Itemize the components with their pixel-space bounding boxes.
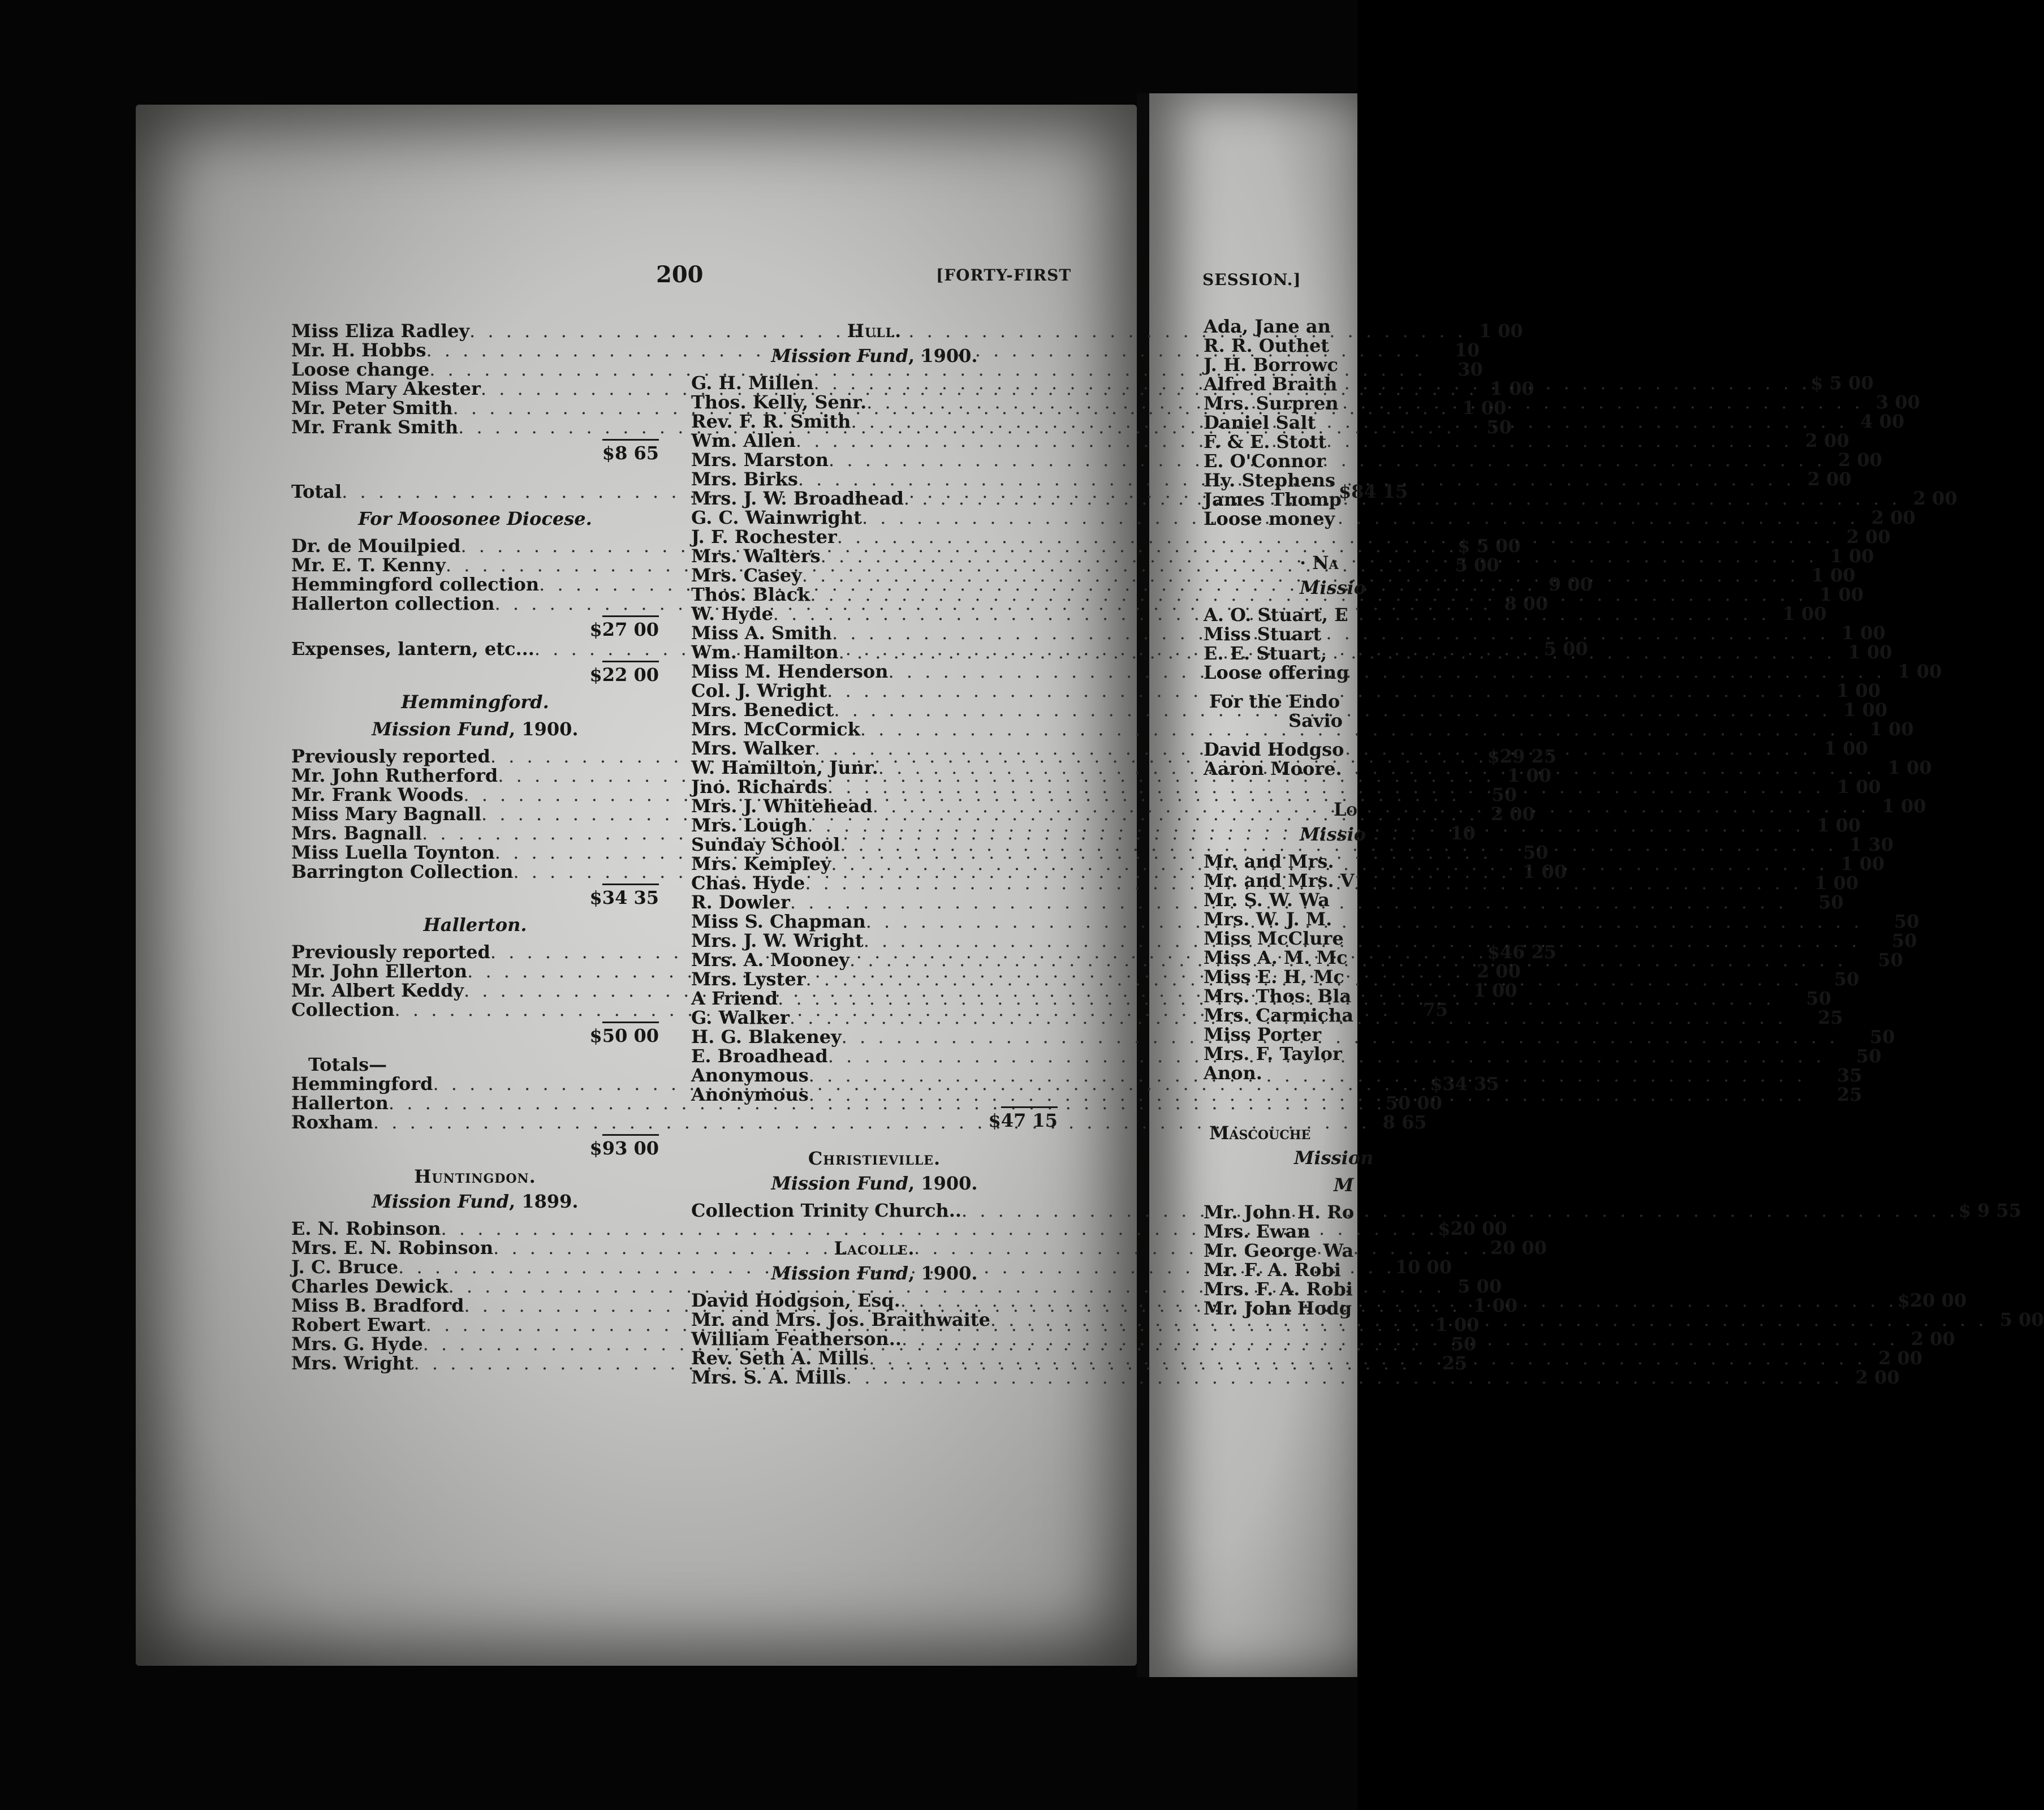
list-item: Mr. John Rutherford . . . 1 00: [291, 766, 659, 785]
list-item: Previously reported . . . $29 25: [291, 747, 659, 766]
list-item: Rev. Seth A. Mills . . . 2 00: [691, 1348, 1058, 1368]
fragment-line: Miss E. H. Mc: [1204, 966, 1344, 988]
fragment-fund: Mission: [1294, 1147, 1374, 1169]
list-item: Mrs. A. Mooney . . . 50: [691, 950, 1058, 969]
list-item: Mrs. Kempley . . . 1 00: [691, 854, 1058, 873]
list-item: Hallerton . . . 50 00: [291, 1093, 659, 1113]
list-item: Hemmingford collection . . . 9 00: [291, 575, 659, 594]
fragment-list: [1204, 605, 1362, 682]
list-item: J. C. Bruce . . . 10 00: [291, 1257, 659, 1277]
fragment-line: Mrs. Surpren: [1204, 393, 1339, 414]
list-item: Mrs. Lyster . . . 50: [691, 969, 1058, 989]
list-item: Hemmingford . . . $34 35: [291, 1074, 659, 1093]
fragment-list: [1204, 317, 1362, 528]
list-item: G. Walker . . . 25: [691, 1008, 1058, 1027]
list-item: Mrs. Benedict . . . 1 00: [691, 700, 1058, 719]
fragment-line: Ada, Jane an: [1204, 316, 1331, 337]
fragment-line: E. E. Stuart,: [1204, 643, 1327, 664]
section-title-christieville: Christieville.: [808, 1148, 941, 1169]
list-item: Mrs. Walker . . . 1 00: [691, 739, 1058, 758]
list-item: Mr. Peter Smith . . . 1 00: [291, 398, 659, 417]
list-item: Wm. Hamilton . . . 1 00: [691, 643, 1058, 662]
list-item: H. G. Blakeney . . . 50: [691, 1027, 1058, 1046]
fragment-line: Mrs. Carmicha: [1204, 1005, 1354, 1026]
list-item: Miss Mary Akester . . . 1 00: [291, 379, 659, 398]
fragment-line: A. O. Stuart, E: [1204, 604, 1348, 626]
fragment-line: Mrs. F. Taylor: [1204, 1043, 1342, 1065]
fragment-heading: Lo: [1334, 799, 1357, 820]
fund-heading: Mission Fund, 1900.: [771, 345, 978, 367]
fragment-line: Mr. John Hodg: [1204, 1298, 1352, 1319]
fragment-line: Mr. and Mrs.: [1204, 851, 1334, 872]
list-item: Miss S. Chapman . . . 50: [691, 912, 1058, 931]
list-item: Mr. and Mrs. Jos. Braithwaite . . . 5 00: [691, 1310, 1058, 1329]
list-item: Mrs. Wright . . . 25: [291, 1354, 659, 1373]
list-item: Jno. Richards . . . 1 00: [691, 777, 1058, 796]
list-item: Mrs. Lough . . . 1 00: [691, 816, 1058, 835]
list-item: Mrs. J. W. Wright . . . 50: [691, 931, 1058, 950]
running-head-left: [FORTY-FIRST: [936, 266, 1072, 285]
list-item: J. F. Rochester . . . 2 00: [691, 527, 1058, 546]
fragment-line: E. O'Connor: [1204, 450, 1326, 472]
subtotal: $50 00: [291, 1026, 659, 1045]
list-item: Collection Trinity Church.. . . . $ 9 55: [691, 1201, 1058, 1220]
fragment-line: Mrs. Thos. Bla: [1204, 985, 1352, 1007]
expense-row: Expenses, lantern, etc... . . . 5 00: [291, 639, 659, 658]
list-item: Miss Luella Toynton . . . 50: [291, 843, 659, 862]
list-item: Mrs. Marston . . . 2 00: [691, 450, 1058, 469]
fragment-line: Loose money: [1204, 508, 1335, 529]
fragment-fund: Missio: [1300, 577, 1366, 598]
fragment-line: Mr. George Wa: [1204, 1240, 1354, 1261]
fund-heading: Mission Fund, 1900.: [372, 718, 579, 740]
list-item: A Friend . . . 50: [691, 989, 1058, 1008]
list-item: Sunday School . . . 1 30: [691, 835, 1058, 854]
list-item: Miss Mary Bagnall . . . 2 00: [291, 804, 659, 824]
list-item: Chas. Hyde . . . 1 00: [691, 873, 1058, 893]
fragment-fund: M: [1334, 1174, 1354, 1196]
fragment-line: Savio: [1288, 710, 1343, 731]
list-item: Mrs. Bagnall . . . 10: [291, 824, 659, 843]
list-item: Loose change . . . 30: [291, 360, 659, 379]
list-item: Mrs. E. N. Robinson . . . 20 00: [291, 1238, 659, 1257]
fragment-line: Miss Porter: [1204, 1024, 1322, 1045]
section-heading-hemmingford: Hemmingford.: [401, 691, 549, 713]
list-item: Charles Dewick . . . 5 00: [291, 1277, 659, 1296]
list-item: William Featherson.. . . . 2 00: [691, 1329, 1058, 1348]
list-item: Anonymous . . . 25: [691, 1085, 1058, 1104]
running-head-right: SESSION.]: [1202, 270, 1301, 289]
fragment-line: J. H. Borrowc: [1204, 354, 1338, 376]
fragment-line: Mrs. Ewan: [1204, 1221, 1310, 1242]
fragment-line: Aaron Moore.: [1204, 758, 1342, 779]
right-page-fragment: [1204, 316, 1374, 1319]
list-item: E. N. Robinson . . . $20 00: [291, 1219, 659, 1238]
subtotal: $47 15: [691, 1111, 1058, 1130]
section-title-lacolle: Lacolle.: [834, 1238, 915, 1259]
list-item: Miss B. Bradford . . . 1 00: [291, 1296, 659, 1315]
list-item: Mrs. J. W. Broadhead . . . 2 00: [691, 489, 1058, 508]
list-item: E. Broadhead . . . 50: [691, 1046, 1058, 1066]
fragment-line: Miss A. M. Mc: [1204, 947, 1348, 968]
fragment-line: Daniel Salt: [1204, 412, 1316, 433]
section-title-hull: Hull.: [847, 320, 902, 342]
list-item: Miss A. Smith . . . 1 00: [691, 623, 1058, 643]
section-heading-hallerton: Hallerton.: [423, 914, 527, 936]
list-item: Mrs. J. Whitehead . . . 1 00: [691, 796, 1058, 816]
fragment-line: Mr. and Mrs. V: [1204, 870, 1355, 891]
list-item: Thos. Black . . . 1 00: [691, 585, 1058, 604]
fragment-line: Miss Stuart: [1204, 623, 1322, 645]
list-item: G. H. Millen . . . $ 5 00: [691, 373, 1058, 393]
fragment-line: Hy. Stephens: [1204, 469, 1335, 491]
list-item: David Hodgson, Esq. . . . $20 00: [691, 1291, 1058, 1310]
fragment-line: R. R. Outhet: [1204, 335, 1330, 356]
fragment-list: [1204, 852, 1362, 1083]
page-number: 200: [656, 261, 704, 288]
list-item: Mrs. Birks . . . 2 00: [691, 469, 1058, 489]
subtotal: $93 00: [291, 1139, 659, 1158]
list-item: Mrs. McCormick . . . 1 00: [691, 719, 1058, 739]
list-item: Mrs. G. Hyde . . . 50: [291, 1334, 659, 1354]
fragment-line: Mrs. W. J. M.: [1204, 908, 1333, 930]
list-item: Col. J. Wright . . . 1 00: [691, 681, 1058, 700]
list-item: W. Hamilton, Junr. . . . 1 00: [691, 758, 1058, 777]
fragment-list: [1204, 740, 1362, 778]
list-item: Mrs. Walters . . . 1 00: [691, 546, 1058, 566]
subtotal: $27 00: [291, 620, 659, 639]
fragment-list: [1204, 1203, 1362, 1318]
list-item: Hallerton collection . . . 8 00: [291, 594, 659, 613]
fragment-line: Anon.: [1204, 1062, 1262, 1084]
list-item: Miss M. Henderson . . . 1 00: [691, 662, 1058, 681]
fragment-fund: Missio: [1300, 824, 1366, 845]
fund-heading: Mission Fund, 1900.: [771, 1262, 978, 1284]
fund-heading: Mission Fund, 1900.: [771, 1173, 978, 1194]
fragment-line: Mr. S. W. Wa: [1204, 889, 1330, 911]
subtotal: $34 35: [291, 888, 659, 907]
fragment-line: Alfred Braith: [1204, 373, 1338, 395]
list-item: Mr. Frank Smith . . . 50: [291, 417, 659, 437]
list-item: Wm. Allen . . . 2 00: [691, 431, 1058, 450]
fragment-heading: Mascouche: [1209, 1122, 1311, 1144]
list-item: R. Dowler . . . 50: [691, 893, 1058, 912]
total-row: Total . . . $84 15: [291, 482, 659, 501]
fragment-line: Mrs. F. A. Robi: [1204, 1278, 1353, 1300]
fragment-line: For the Endo: [1209, 691, 1340, 712]
list-item: Rev. F. R. Smith . . . 4 00: [691, 412, 1058, 431]
fragment-line: Mr. F. A. Robi: [1204, 1259, 1341, 1281]
fragment-line: F. & E. Stott: [1204, 431, 1327, 453]
list-item: Mr. John Ellerton . . . 2 00: [291, 962, 659, 981]
list-item: Anonymous . . . 35: [691, 1066, 1058, 1085]
list-item: Dr. de Mouilpied . . . $ 5 00: [291, 536, 659, 555]
fragment-line: Loose offering: [1204, 662, 1349, 683]
list-item: Mr. E. T. Kenny . . . 5 00: [291, 555, 659, 575]
list-item: Mr. Albert Keddy . . . 1 00: [291, 981, 659, 1000]
section-title-huntingdon: Huntingdon.: [414, 1166, 536, 1187]
list-item: Robert Ewart . . . 1 00: [291, 1315, 659, 1334]
list-item: Miss Eliza Radley . . . 1 00: [291, 321, 659, 341]
fund-heading: Mission Fund, 1899.: [372, 1191, 579, 1212]
section-heading-moosonee: For Moosonee Diocese.: [358, 508, 592, 529]
list-item: Roxham . . . 8 65: [291, 1113, 659, 1132]
list-item: Previously reported . . . $46 25: [291, 942, 659, 962]
list-item: Mrs. Casey . . . 1 00: [691, 566, 1058, 585]
list-item: Barrington Collection . . . 1 00: [291, 862, 659, 881]
fragment-line: James Thomp: [1204, 489, 1342, 510]
totals-label: Totals—: [308, 1054, 387, 1075]
fragment-line: Miss McClure: [1204, 928, 1344, 949]
list-item: Mr. H. Hobbs . . . 10: [291, 341, 659, 360]
list-item: Thos. Kelly, Senr. . . . 3 00: [691, 393, 1058, 412]
net-total: $22 00: [291, 665, 659, 684]
fragment-line: David Hodgso: [1204, 739, 1344, 760]
list-item: Mrs. S. A. Mills . . . 2 00: [691, 1368, 1058, 1387]
subtotal: $8 65: [291, 443, 659, 463]
fragment-line: Mr. John H. Ro: [1204, 1201, 1355, 1223]
list-item: W. Hyde . . . 1 00: [691, 604, 1058, 623]
fragment-heading: · Na: [1300, 552, 1339, 574]
list-item: G. C. Wainwright . . . 2 00: [691, 508, 1058, 527]
list-item: Collection . . . 75: [291, 1000, 659, 1019]
list-item: Mr. Frank Woods . . . 50: [291, 785, 659, 804]
